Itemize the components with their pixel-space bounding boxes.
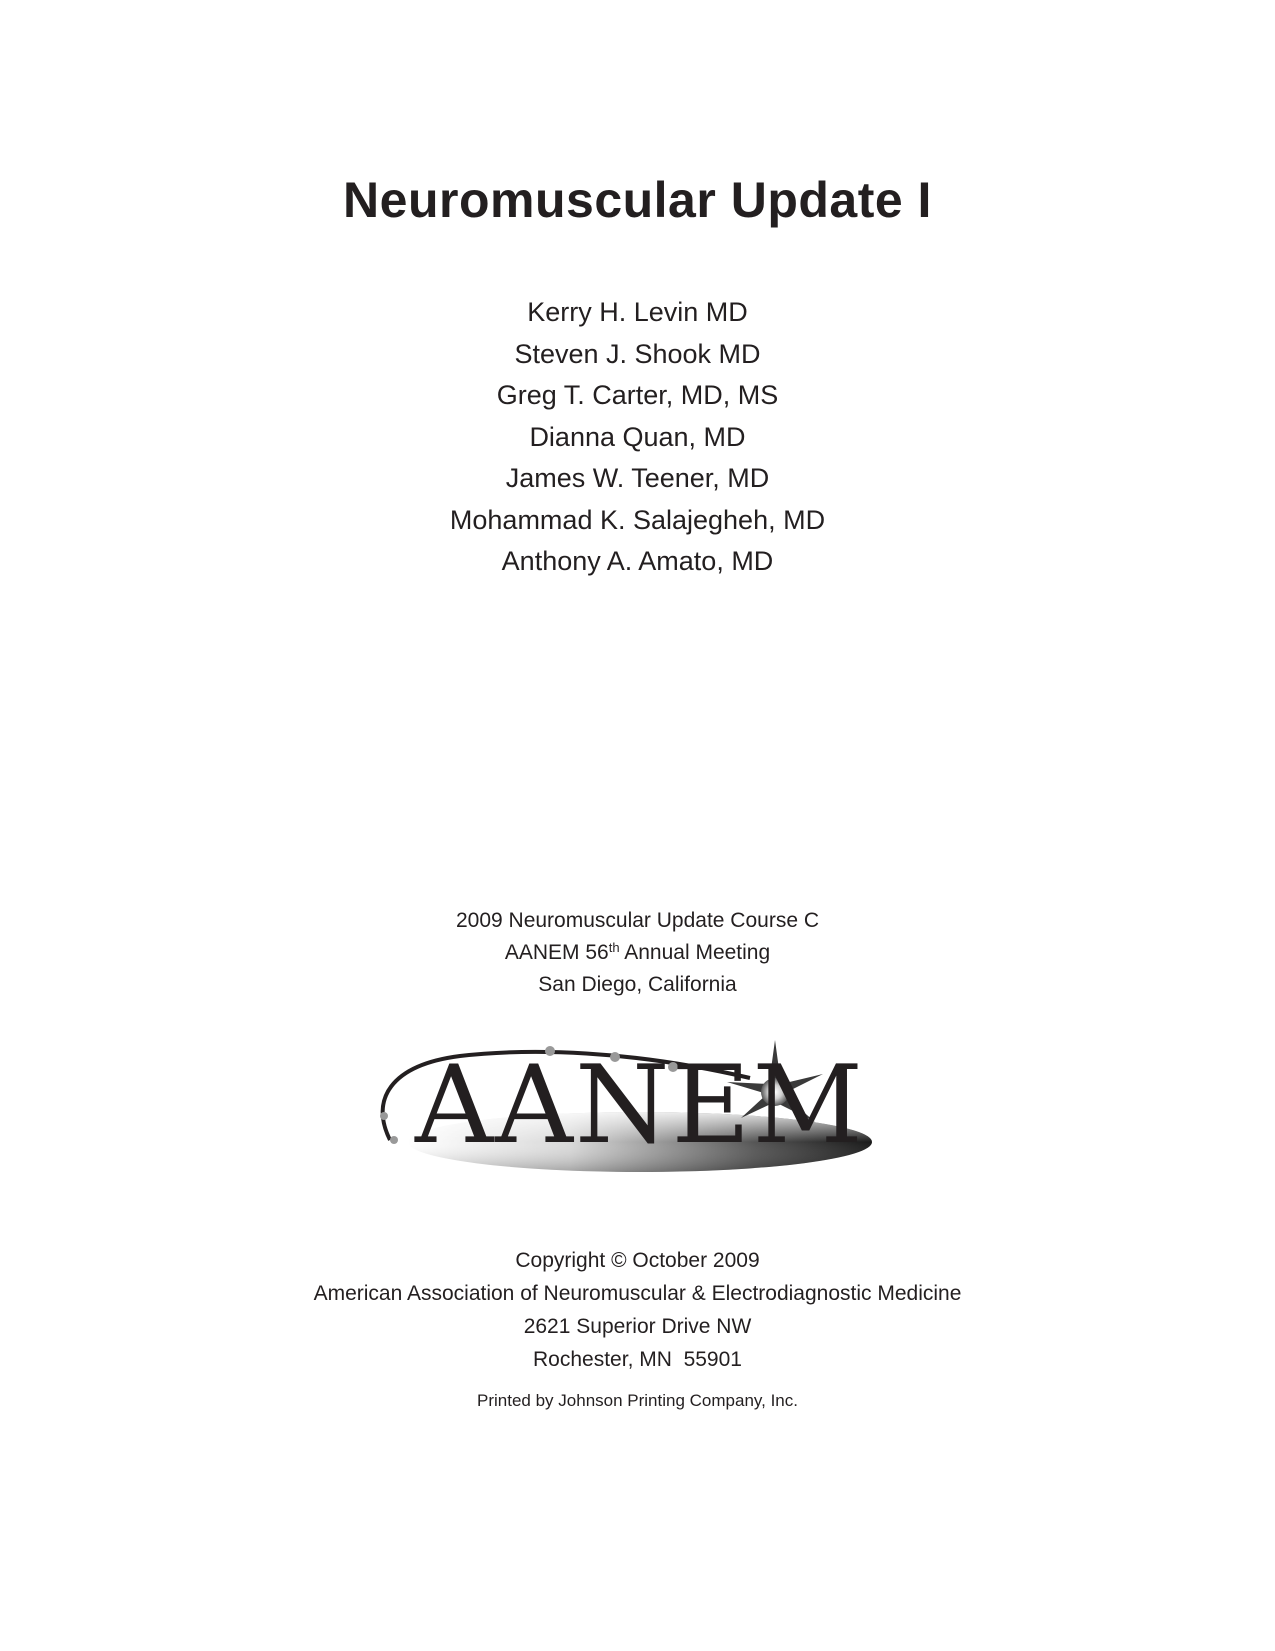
publisher-info: [0, 1244, 1275, 1376]
meeting-name-suffix: Annual Meeting: [619, 941, 771, 964]
author-name: James W. Teener, MD: [505, 463, 770, 493]
meeting-name-prefix: AANEM 56: [504, 941, 609, 964]
meeting-ordinal-suffix: th: [608, 940, 620, 955]
author-name: Kerry H. Levin MD: [527, 297, 748, 327]
author-name: Steven J. Shook MD: [514, 338, 761, 369]
author-name: Mohammad K. Salajegheh, MD: [449, 504, 826, 535]
publisher-street: 2621 Superior Drive NW: [523, 1315, 752, 1338]
author-name: Dianna Quan, MD: [529, 421, 746, 452]
logo-wordmark: AANEM: [415, 1043, 865, 1168]
author-list: [0, 292, 1275, 583]
meeting-location: San Diego, California: [538, 973, 737, 996]
course-title: 2009 Neuromuscular Update Course C: [455, 909, 820, 932]
printer-note: Printed by Johnson Printing Company, Inc.: [477, 1391, 798, 1410]
copyright-notice: Copyright © October 2009: [515, 1249, 760, 1272]
page-title: Neuromuscular Update I: [343, 172, 932, 228]
publisher-name: American Association of Neuromuscular & Electrodiagnostic Medicine: [313, 1282, 962, 1305]
author-name: Greg T. Carter, MD, MS: [496, 380, 779, 410]
publisher-city: Rochester, MN 55901: [533, 1348, 742, 1371]
meeting-name: [0, 937, 1275, 969]
aanem-logo: [370, 1030, 910, 1205]
author-name: Anthony A. Amato, MD: [501, 546, 774, 576]
course-info: [0, 905, 1275, 1001]
